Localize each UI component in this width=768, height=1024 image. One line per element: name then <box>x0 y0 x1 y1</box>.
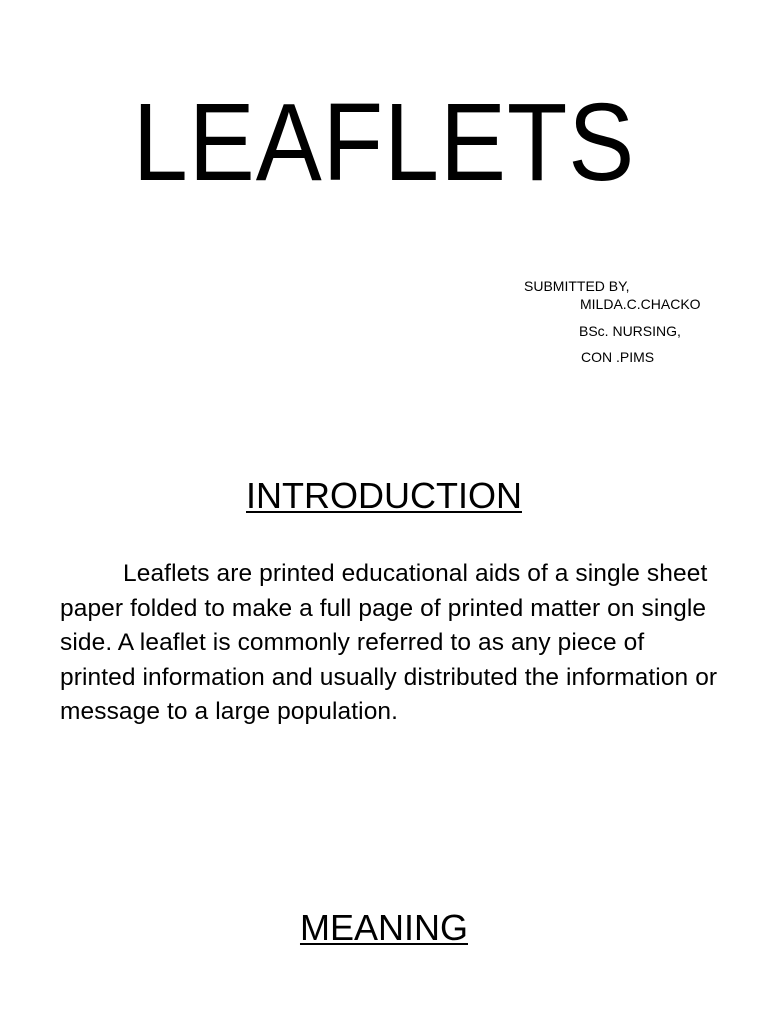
author-institution: CON .PIMS <box>581 349 655 365</box>
author-name: MILDA.C.CHACKO <box>580 296 701 312</box>
meaning-heading: MEANING <box>299 907 468 948</box>
introduction-paragraph: Leaflets are printed educational aids of a single sheet paper folded to make a full page of printed matter on single side. A leaflet is commonly referred to as any piece of printed information and usually distributed the information or message to a large population. <box>60 560 718 725</box>
author-course: BSc. NURSING, <box>579 323 681 339</box>
introduction-heading: INTRODUCTION <box>246 475 522 516</box>
submitted-by-label: SUBMITTED BY, <box>524 278 630 294</box>
page-title: LEAFLETS <box>132 81 636 204</box>
